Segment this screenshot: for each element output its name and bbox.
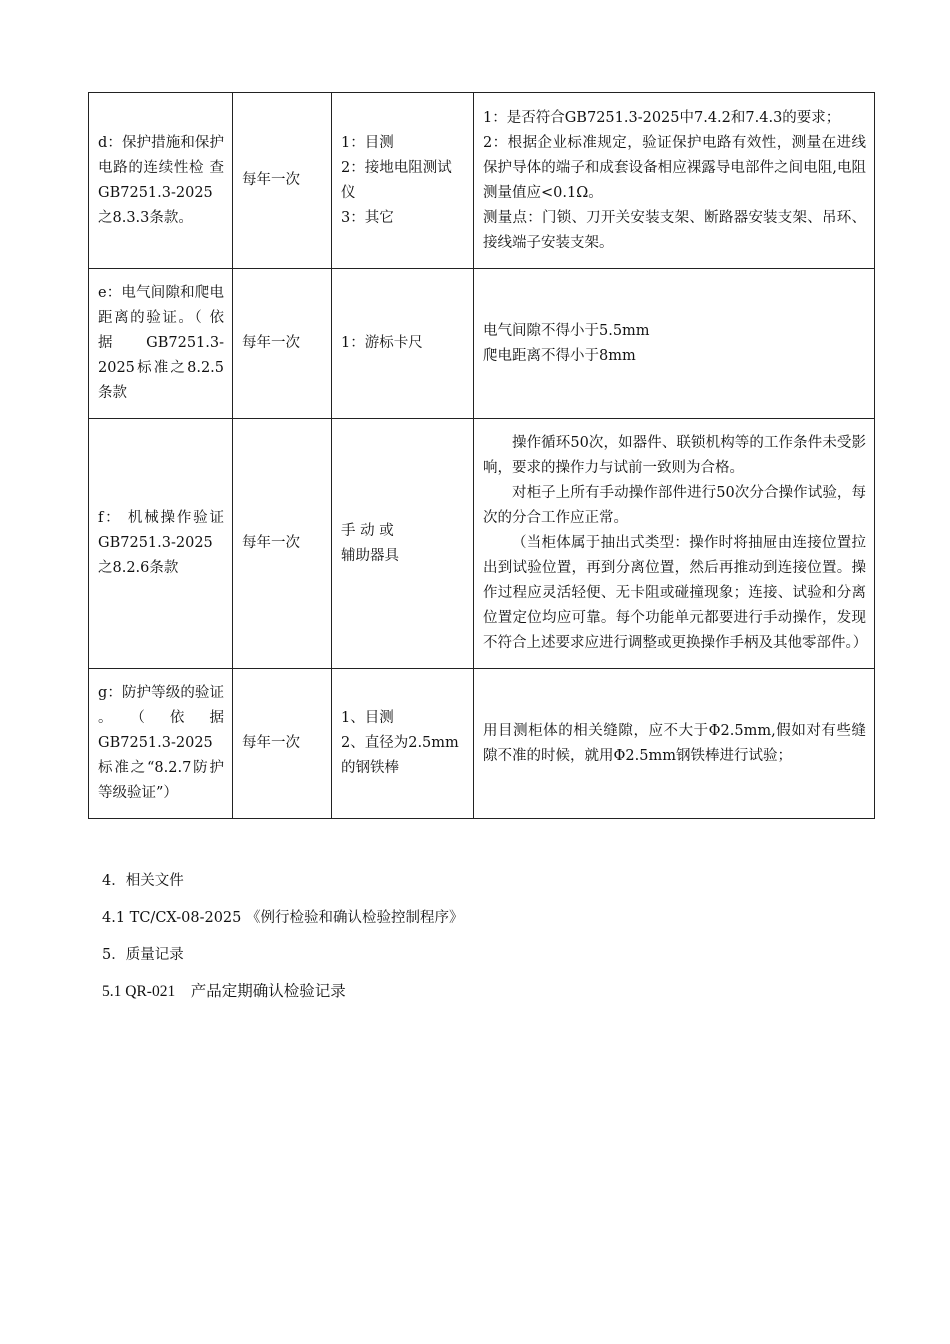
section-heading-quality-records: 5．质量记录 bbox=[102, 947, 184, 963]
frequency-cell: 每年一次 bbox=[233, 269, 332, 419]
frequency-cell: 每年一次 bbox=[233, 669, 332, 819]
tools-cell bbox=[332, 669, 474, 819]
tools-cell bbox=[332, 419, 474, 669]
requirement-line: 电气间隙不得小于5.5mm bbox=[483, 322, 650, 339]
requirement-paragraph: （当柜体属于抽出式类型：操作时将抽屉由连接位置拉出到试验位置，再到分离位置，然后再推动到连接位置。操作过程应灵活轻便、无卡阻或碰撞现象；连接、试验和分离位置定位均应可靠。每个功能单元都要进行手动操作，发现不符合上述要求应进行调整或更换操作手柄及其他零部件。） bbox=[483, 535, 868, 651]
requirement-line: 用目测柜体的相关缝隙，应不大于Φ2.5mm,假如对有些缝隙不准的时候，就用Φ2.5mm钢铁棒进行试验； bbox=[483, 722, 866, 764]
related-document-item: 4.1 TC/CX-08-2025 《例行检验和确认检验控制程序》 bbox=[102, 910, 464, 926]
requirement-line: 1：是否符合GB7251.3-2025中7.4.2和7.4.3的要求； bbox=[483, 109, 841, 126]
item-cell: e：电气间隙和爬电距离的验证。（ 依 据GB7251.3-2025标准之8.2.5条款 bbox=[89, 269, 233, 419]
requirement-paragraph: 对柜子上所有手动操作部件进行50次分合操作试验，每次的分合工作应正常。 bbox=[483, 485, 866, 526]
tool-line: 1：目测 bbox=[341, 134, 394, 151]
tool-line: 辅助器具 bbox=[341, 547, 399, 564]
requirements-cell bbox=[474, 419, 875, 669]
frequency-cell: 每年一次 bbox=[233, 419, 332, 669]
item-cell: d：保护措施和保护电路的连续性检 查 GB7251.3-2025之8.3.3条款。 bbox=[89, 93, 233, 269]
table-row bbox=[89, 419, 875, 669]
quality-record-item: 5.1 QR-021 产品定期确认检验记录 bbox=[102, 983, 346, 1000]
tool-line: 3：其它 bbox=[341, 209, 394, 226]
frequency-cell: 每年一次 bbox=[233, 93, 332, 269]
item-cell: g：防护等级的验证 。（依据GB7251.3-2025标准之“8.2.7防护等级验证”） bbox=[89, 669, 233, 819]
inspection-table bbox=[88, 92, 875, 819]
table-row bbox=[89, 93, 875, 269]
tool-line: 手 动 或 bbox=[341, 522, 394, 539]
tools-cell bbox=[332, 269, 474, 419]
requirements-cell bbox=[474, 269, 875, 419]
item-cell: f： 机械操作验证 GB7251.3-2025之8.2.6条款 bbox=[89, 419, 233, 669]
requirement-line: 测量点：门锁、刀开关安装支架、断路器安装支架、吊环、接线端子安装支架。 bbox=[483, 209, 866, 251]
tool-line: 1：游标卡尺 bbox=[341, 335, 423, 351]
table-row bbox=[89, 669, 875, 819]
requirements-cell bbox=[474, 93, 875, 269]
tool-line: 2：接地电阻测试仪 bbox=[341, 159, 452, 201]
requirements-cell bbox=[474, 669, 875, 819]
tool-line: 2、直径为2.5mm的钢铁棒 bbox=[341, 735, 459, 776]
tool-line: 1、目测 bbox=[341, 710, 394, 726]
requirement-line: 爬电距离不得小于8mm bbox=[483, 347, 636, 364]
tools-cell bbox=[332, 93, 474, 269]
section-heading-related-documents: 4．相关文件 bbox=[102, 873, 184, 889]
requirement-paragraph: 操作循环50次，如器件、联锁机构等的工作条件未受影响，要求的操作力与试前一致则为合格。 bbox=[483, 435, 866, 476]
requirement-line: 2：根据企业标准规定，验证保护电路有效性，测量在进线保护导体的端子和成套设备相应裸露导电部件之间电阻,电阻测量值应<0.1Ω。 bbox=[483, 134, 866, 201]
table-row bbox=[89, 269, 875, 419]
